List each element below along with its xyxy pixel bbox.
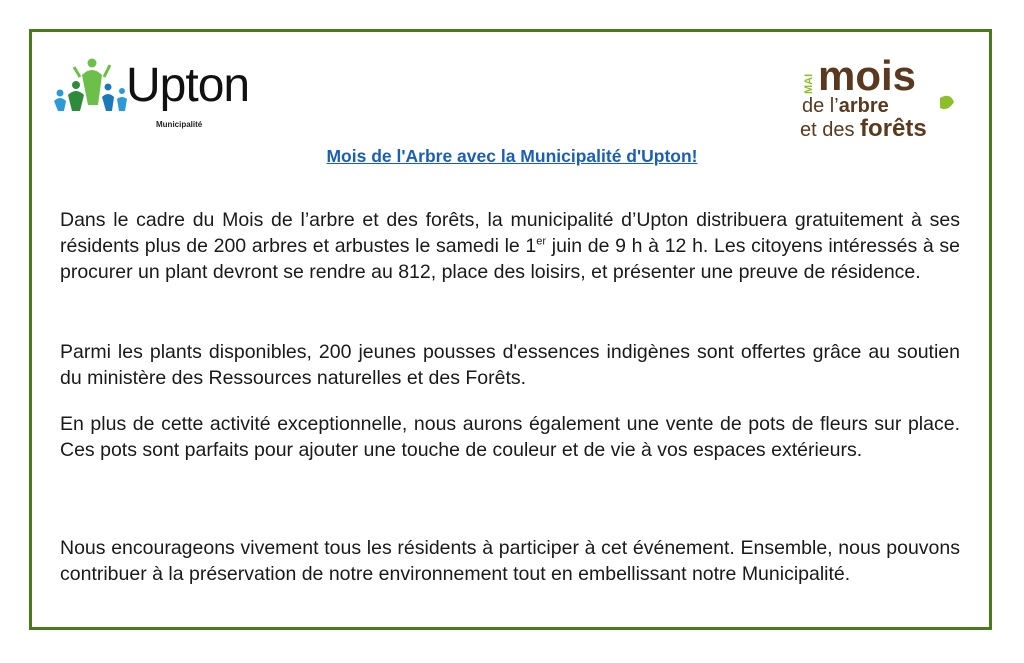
paragraph-1-part-b: juin de 9 h à 12 h. Les citoyens intéressés à se procurer un plant devront se rendre au 812, place des loisirs, et présenter une preuve de résidence.: [60, 235, 960, 283]
logo-mois-text: mois: [818, 52, 917, 99]
paragraph-1-part-a: Dans le cadre du Mois de l’arbre et des forêts, la municipalité d’Upton distribuera gratuitement à ses résidents plus de 200 arbres et arbustes le samedi le 1: [60, 209, 960, 257]
logo-mai-text: MAI: [803, 73, 815, 94]
paragraph-4: Nous encourageons vivement tous les résidents à participer à cet événement. Ensemble, nous pouvons contribuer à la préservation de notre environnement tout en embellissant notre Municipalité.: [60, 537, 960, 585]
logo-line3-text: et des forêts: [800, 115, 927, 142]
upton-subtitle: Municipalité: [156, 120, 203, 129]
paragraph-1: [60, 207, 960, 285]
paragraph-1-superscript: er: [536, 235, 547, 248]
leaf-icon: [940, 96, 954, 109]
page-title: Mois de l'Arbre avec la Municipalité d'Upton!: [326, 146, 698, 166]
upton-wordmark: Upton: [126, 59, 250, 112]
logo-line2-text: de l’arbre: [802, 95, 889, 117]
mois-arbre-logo-icon: [798, 52, 978, 142]
paragraph-2: Parmi les plants disponibles, 200 jeunes pousses d'essences indigènes sont offertes grâce au soutien du ministère des Ressources naturelles et des Forêts.: [60, 341, 960, 389]
paragraph-3: En plus de cette activité exceptionnelle, nous aurons également une vente de pots de fleurs sur place. Ces pots sont parfaits pour ajouter une touche de couleur et de vie à vos espaces extérieurs.: [60, 413, 960, 461]
